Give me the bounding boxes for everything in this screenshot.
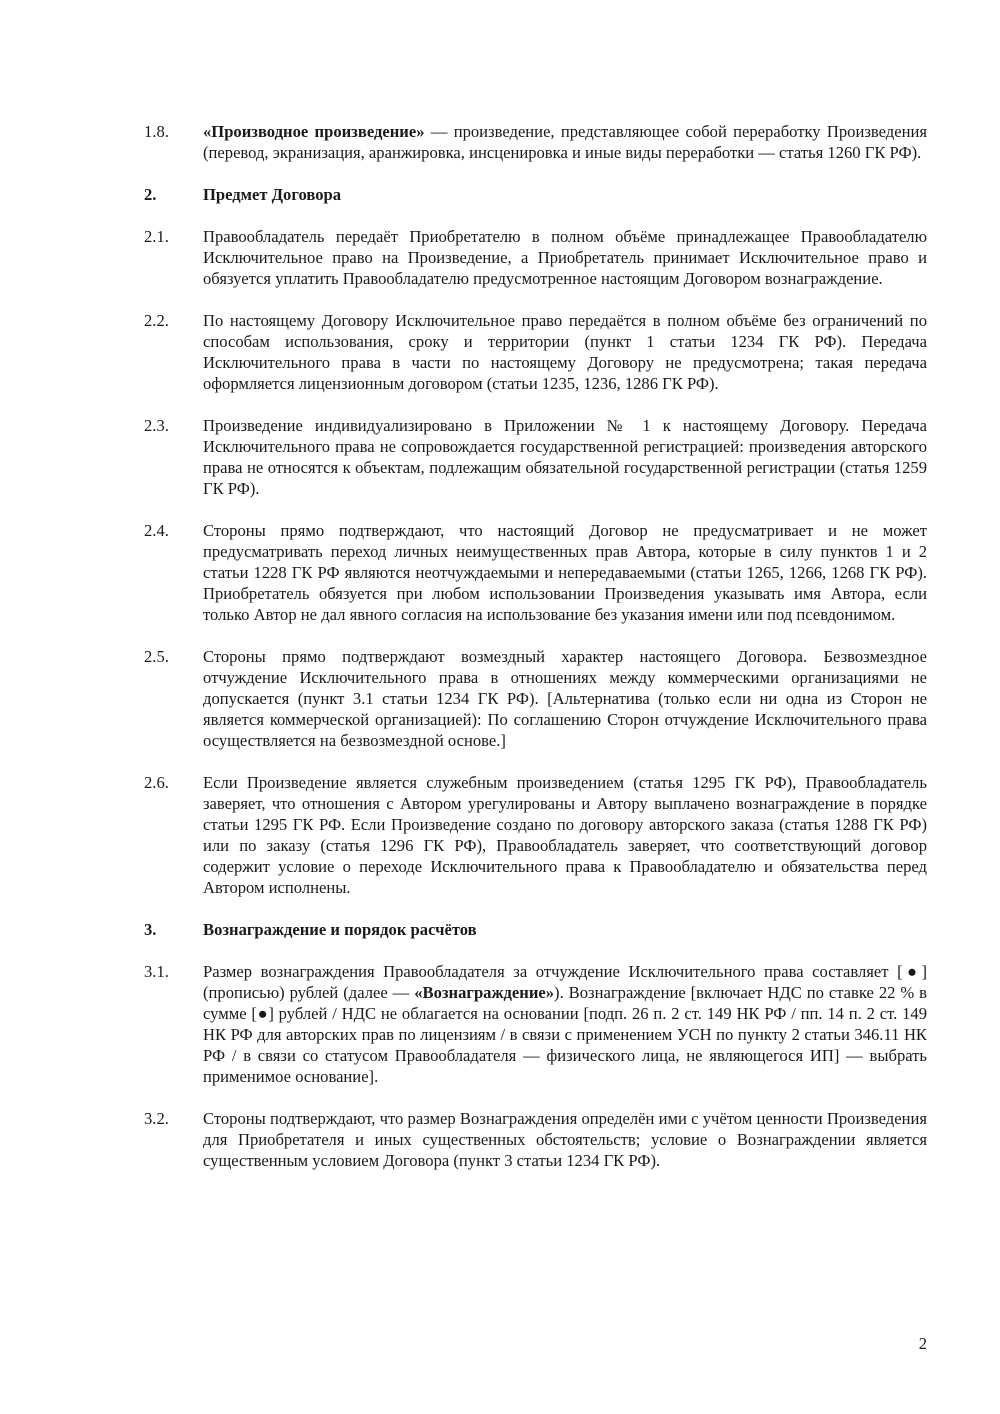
clause-2-3 (144, 415, 927, 499)
clause-number: 1.8. (144, 122, 169, 141)
clause-text: Если Произведение является служебным произведением (статья 1295 ГК РФ), Правообладатель заверяет, что отношения с Автором урегулированы и Автору выплачено вознаграждение в порядке статьи 1295 ГК РФ. Если Произведение создано по договору авторского заказа (статья 1288 ГК РФ) или по заказу (статья 1296 ГК РФ), Правообладатель заверяет, что соответствующий договор содержит условие о переходе Исключительного права к Правообладателю и обязательства перед Автором исполнены. (203, 773, 927, 897)
defined-term: «Производное произведение» (203, 122, 425, 141)
clause-text: По настоящему Договору Исключительное право передаётся в полном объёме без ограничений по способам использования, сроку и территории (пункт 1 статьи 1234 ГК РФ). Передача Исключительного права в части по настоящему Договору не предусмотрена; такая передача оформляется лицензионным договором (статьи 1235, 1236, 1286 ГК РФ). (203, 311, 927, 393)
clause-text: Размер вознаграждения Правообладателя за отчуждение Исключительного права составляет [●] (прописью) рублей (далее — «Вознаграждение»). Вознаграждение [включает НДС по ставке 22 % в сумме [●] рублей / НДС не облагается на основании [подп. 26 п. 2 ст. 149 НК РФ / пп. 14 п. 2 ст. 149 НК РФ для авторских прав по лицензиям / в связи с применением УСН по пункту 2 статьи 346.11 НК РФ / в связи со статусом Правообладателя — физического лица, не являющегося ИП] — выбрать применимое основание]. (203, 962, 927, 1086)
clause-text: Стороны подтверждают, что размер Вознаграждения определён ими с учётом ценности Произведения для Приобретателя и иных существенных обстоятельств; условие о Вознаграждении является существенным условием Договора (пункт 3 статьи 1234 ГК РФ). (203, 1109, 927, 1170)
clause-number: 3.2. (144, 1109, 169, 1128)
defined-term: «Вознаграждение» (414, 983, 555, 1002)
section-2-heading (144, 184, 927, 205)
clause-1-8 (144, 121, 927, 163)
clause-text: Произведение индивидуализировано в Приложении № 1 к настоящему Договору. Передача Исключительного права не сопровождается государственной регистрацией: произведения авторского права не относятся к объектам, подлежащим обязательной государственной регистрации (статья 1259 ГК РФ). (203, 416, 927, 498)
clause-3-2 (144, 1108, 927, 1171)
section-title: Вознаграждение и порядок расчётов (203, 920, 477, 939)
clause-2-1 (144, 226, 927, 289)
section-number: 2. (144, 185, 157, 204)
document-body (144, 121, 927, 1171)
clause-2-2 (144, 310, 927, 394)
section-number: 3. (144, 920, 157, 939)
clause-2-5 (144, 646, 927, 751)
clause-text: Стороны прямо подтверждают возмездный характер настоящего Договора. Безвозмездное отчуждение Исключительного права в отношениях между коммерческими организациями не допускается (пункт 3.1 статьи 1234 ГК РФ). [Альтернатива (только если ни одна из Сторон не является коммерческой организацией): По соглашению Сторон отчуждение Исключительного права осуществляется на безвозмездной основе.] (203, 647, 927, 750)
clause-text: Стороны прямо подтверждают, что настоящий Договор не предусматривает и не может предусматривать переход личных неимущественных прав Автора, которые в силу пунктов 1 и 2 статьи 1228 ГК РФ являются неотчуждаемыми и непередаваемыми (статьи 1265, 1266, 1268 ГК РФ). Приобретатель обязуется при любом использовании Произведения указывать имя Автора, если только Автор не дал явного согласия на использование без указания имени или под псевдонимом. (203, 521, 927, 624)
page-number: 2 (918, 1334, 927, 1353)
clause-number: 2.4. (144, 521, 169, 540)
clause-number: 2.1. (144, 227, 169, 246)
clause-number: 2.2. (144, 311, 169, 330)
clause-2-6 (144, 772, 927, 898)
section-title: Предмет Договора (203, 185, 342, 204)
clause-number: 2.3. (144, 416, 169, 435)
clause-text: Правообладатель передаёт Приобретателю в полном объёме принадлежащее Правообладателю Исключительное право на Произведение, а Приобретатель принимает Исключительное право и обязуется уплатить Правообладателю предусмотренное настоящим Договором вознаграждение. (203, 227, 927, 288)
clause-number: 2.6. (144, 773, 169, 792)
section-3-heading (144, 919, 927, 940)
clause-number: 2.5. (144, 647, 169, 666)
clause-3-1 (144, 961, 927, 1087)
clause-text: «Производное произведение» — произведение, представляющее собой переработку Произведения (перевод, экранизация, аранжировка, инсценировка и иные виды переработки — статья 1260 ГК РФ). (203, 122, 928, 162)
clause-number: 3.1. (144, 962, 169, 981)
clause-2-4 (144, 520, 927, 625)
